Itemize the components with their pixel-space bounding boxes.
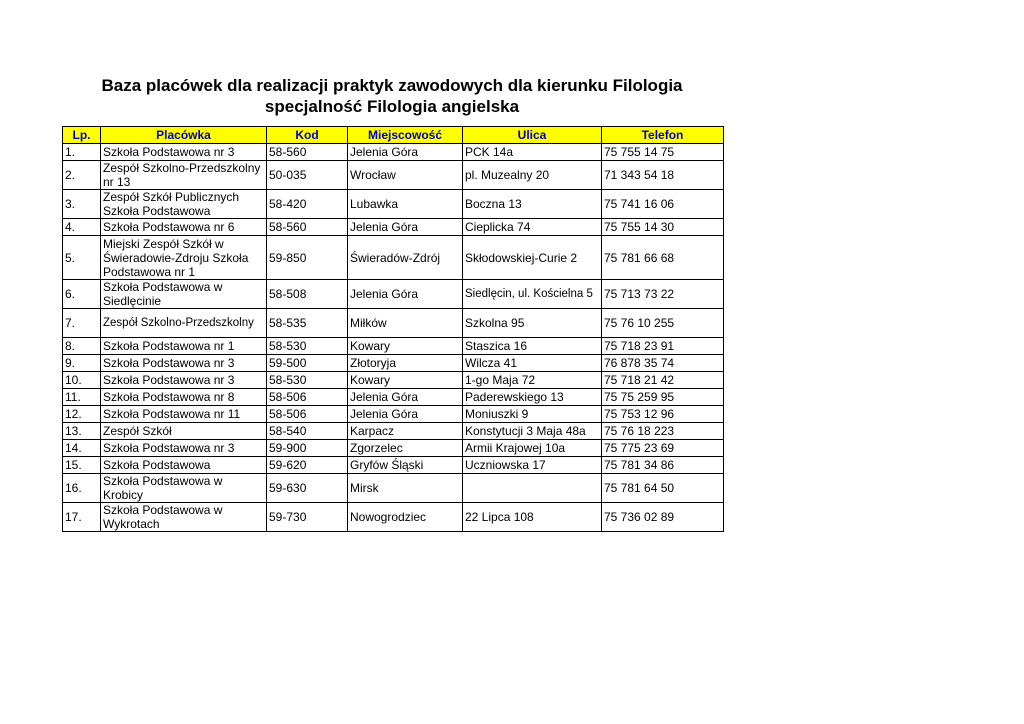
cell-telefon: 75 781 34 86 [602, 457, 724, 474]
table-row [63, 423, 724, 440]
cell-miejscowosc: Wrocław [348, 161, 463, 190]
cell-miejscowosc: Kowary [348, 338, 463, 355]
table-row [63, 440, 724, 457]
cell-lp: 17. [63, 503, 101, 532]
cell-ulica: Paderewskiego 13 [463, 389, 602, 406]
cell-telefon: 75 713 73 22 [602, 280, 724, 309]
cell-telefon: 75 741 16 06 [602, 190, 724, 219]
cell-ulica: Uczniowska 17 [463, 457, 602, 474]
table-row [63, 219, 724, 236]
cell-telefon: 75 781 64 50 [602, 474, 724, 503]
cell-ulica: Armii Krajowej 10a [463, 440, 602, 457]
header-placowka: Placówka [101, 127, 267, 144]
cell-miejscowosc: Jelenia Góra [348, 389, 463, 406]
table-header-row [63, 127, 724, 144]
title-line-2: specjalność Filologia angielska [264, 97, 520, 116]
cell-miejscowosc: Nowogrodziec [348, 503, 463, 532]
cell-placowka: Szkoła Podstawowa w Krobicy [101, 474, 267, 503]
cell-telefon: 75 755 14 30 [602, 219, 724, 236]
cell-miejscowosc: Miłków [348, 309, 463, 338]
cell-telefon: 75 76 18 223 [602, 423, 724, 440]
cell-placowka: Szkoła Podstawowa nr 3 [101, 372, 267, 389]
cell-telefon: 75 775 23 69 [602, 440, 724, 457]
cell-kod: 58-560 [267, 144, 348, 161]
cell-lp: 1. [63, 144, 101, 161]
cell-lp: 2. [63, 161, 101, 190]
table-row [63, 389, 724, 406]
cell-telefon: 71 343 54 18 [602, 161, 724, 190]
placements-table [62, 126, 724, 532]
cell-miejscowosc: Karpacz [348, 423, 463, 440]
cell-miejscowosc: Złotoryja [348, 355, 463, 372]
cell-telefon: 75 736 02 89 [602, 503, 724, 532]
table-row [63, 503, 724, 532]
cell-miejscowosc: Jelenia Góra [348, 219, 463, 236]
cell-kod: 58-530 [267, 372, 348, 389]
cell-ulica: Szkolna 95 [463, 309, 602, 338]
table-row [63, 280, 724, 309]
cell-placowka: Szkoła Podstawowa nr 3 [101, 144, 267, 161]
table-row [63, 372, 724, 389]
cell-lp: 11. [63, 389, 101, 406]
cell-kod: 58-540 [267, 423, 348, 440]
cell-miejscowosc: Mirsk [348, 474, 463, 503]
cell-kod: 59-730 [267, 503, 348, 532]
cell-kod: 58-560 [267, 219, 348, 236]
page-title [62, 75, 722, 117]
cell-ulica: Skłodowskiej-Curie 2 [463, 236, 602, 280]
cell-miejscowosc: Jelenia Góra [348, 280, 463, 309]
cell-miejscowosc: Lubawka [348, 190, 463, 219]
cell-kod: 58-506 [267, 406, 348, 423]
cell-ulica: Konstytucji 3 Maja 48a [463, 423, 602, 440]
cell-telefon: 75 718 23 91 [602, 338, 724, 355]
cell-lp: 14. [63, 440, 101, 457]
cell-placowka: Miejski Zespół Szkół w Świeradowie-Zdroju Szkoła Podstawowa nr 1 [101, 236, 267, 280]
table-row [63, 406, 724, 423]
cell-lp: 5. [63, 236, 101, 280]
cell-kod: 59-500 [267, 355, 348, 372]
cell-kod: 58-508 [267, 280, 348, 309]
cell-placowka: Szkoła Podstawowa [101, 457, 267, 474]
cell-kod: 58-506 [267, 389, 348, 406]
cell-miejscowosc: Zgorzelec [348, 440, 463, 457]
table-row [63, 161, 724, 190]
cell-telefon: 76 878 35 74 [602, 355, 724, 372]
cell-placowka: Zespół Szkolno-Przedszkolny nr 13 [101, 161, 267, 190]
cell-lp: 15. [63, 457, 101, 474]
cell-kod: 58-420 [267, 190, 348, 219]
header-ulica: Ulica [463, 127, 602, 144]
table-row [63, 457, 724, 474]
cell-ulica: PCK 14a [463, 144, 602, 161]
cell-lp: 7. [63, 309, 101, 338]
header-kod: Kod [267, 127, 348, 144]
cell-miejscowosc: Jelenia Góra [348, 144, 463, 161]
cell-ulica: Siedlęcin, ul. Kościelna 5 [463, 280, 602, 309]
cell-telefon: 75 753 12 96 [602, 406, 724, 423]
cell-ulica: Wilcza 41 [463, 355, 602, 372]
cell-miejscowosc: Gryfów Śląski [348, 457, 463, 474]
header-miejscowosc: Miejscowość [348, 127, 463, 144]
cell-kod: 58-530 [267, 338, 348, 355]
cell-kod: 59-630 [267, 474, 348, 503]
cell-ulica [463, 474, 602, 503]
cell-lp: 12. [63, 406, 101, 423]
cell-placowka: Zespół Szkół [101, 423, 267, 440]
cell-placowka: Szkoła Podstawowa nr 6 [101, 219, 267, 236]
cell-lp: 9. [63, 355, 101, 372]
cell-placowka: Zespół Szkół Publicznych Szkoła Podstawowa [101, 190, 267, 219]
cell-ulica: Moniuszki 9 [463, 406, 602, 423]
cell-lp: 16. [63, 474, 101, 503]
cell-telefon: 75 755 14 75 [602, 144, 724, 161]
cell-telefon: 75 76 10 255 [602, 309, 724, 338]
cell-placowka: Szkoła Podstawowa w Siedlęcinie [101, 280, 267, 309]
cell-lp: 3. [63, 190, 101, 219]
cell-placowka: Szkoła Podstawowa nr 3 [101, 440, 267, 457]
cell-ulica: pl. Muzealny 20 [463, 161, 602, 190]
cell-ulica: Staszica 16 [463, 338, 602, 355]
cell-telefon: 75 75 259 95 [602, 389, 724, 406]
cell-kod: 59-620 [267, 457, 348, 474]
table-row [63, 236, 724, 280]
cell-kod: 58-535 [267, 309, 348, 338]
cell-placowka: Szkoła Podstawowa nr 11 [101, 406, 267, 423]
cell-placowka: Szkoła Podstawowa w Wykrotach [101, 503, 267, 532]
cell-kod: 59-850 [267, 236, 348, 280]
cell-ulica: 22 Lipca 108 [463, 503, 602, 532]
cell-placowka: Szkoła Podstawowa nr 8 [101, 389, 267, 406]
cell-miejscowosc: Świeradów-Zdrój [348, 236, 463, 280]
table-row [63, 309, 724, 338]
cell-telefon: 75 781 66 68 [602, 236, 724, 280]
table-row [63, 338, 724, 355]
cell-placowka: Szkoła Podstawowa nr 3 [101, 355, 267, 372]
header-telefon: Telefon [602, 127, 724, 144]
cell-lp: 6. [63, 280, 101, 309]
header-lp: Lp. [63, 127, 101, 144]
cell-ulica: 1-go Maja 72 [463, 372, 602, 389]
cell-lp: 13. [63, 423, 101, 440]
table-row [63, 355, 724, 372]
cell-lp: 4. [63, 219, 101, 236]
cell-lp: 8. [63, 338, 101, 355]
cell-miejscowosc: Jelenia Góra [348, 406, 463, 423]
table-row [63, 474, 724, 503]
cell-ulica: Boczna 13 [463, 190, 602, 219]
cell-placowka: Szkoła Podstawowa nr 1 [101, 338, 267, 355]
table-row [63, 190, 724, 219]
cell-placowka: Zespół Szkolno-Przedszkolny [101, 309, 267, 338]
cell-telefon: 75 718 21 42 [602, 372, 724, 389]
table-row [63, 144, 724, 161]
cell-ulica: Cieplicka 74 [463, 219, 602, 236]
cell-kod: 50-035 [267, 161, 348, 190]
cell-miejscowosc: Kowary [348, 372, 463, 389]
title-line-1: Baza placówek dla realizacji praktyk zawodowych dla kierunku Filologia [101, 76, 683, 95]
cell-kod: 59-900 [267, 440, 348, 457]
cell-lp: 10. [63, 372, 101, 389]
